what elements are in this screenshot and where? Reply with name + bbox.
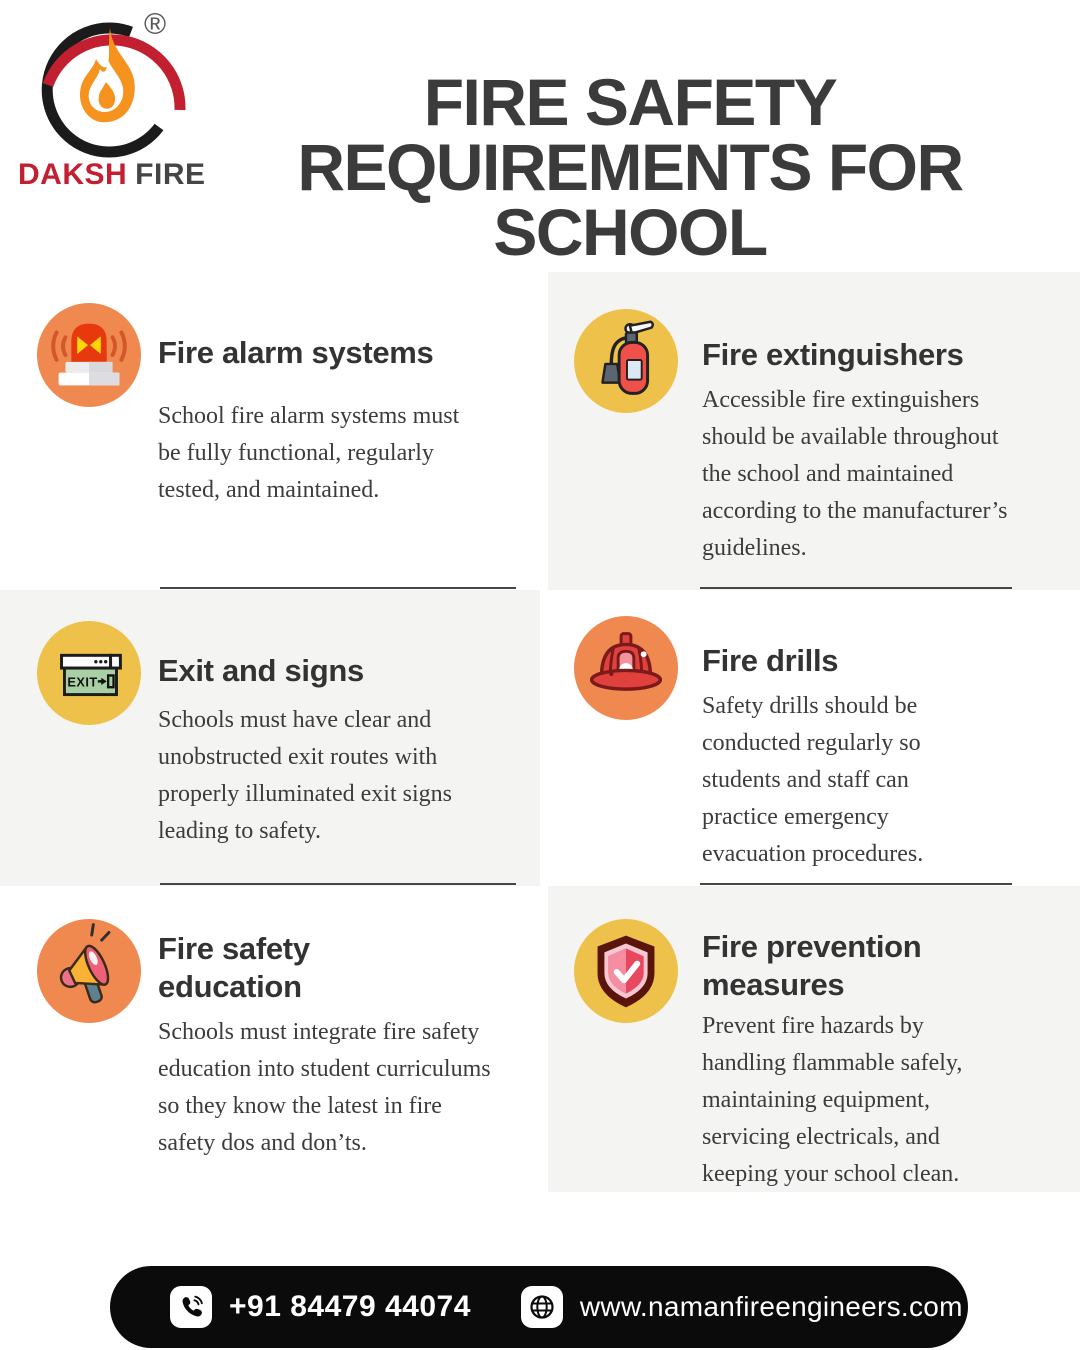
website-badge bbox=[521, 1286, 563, 1328]
section-body: Schools must have clear and unobstructed exit routes with properly illuminated exit signs leading to safety. bbox=[158, 707, 452, 844]
logo-wordmark bbox=[18, 158, 208, 192]
firefighter-helmet-icon bbox=[573, 615, 679, 721]
section-card-fire-prevention-measures bbox=[548, 886, 1080, 1192]
fire-extinguisher-icon bbox=[573, 308, 679, 414]
megaphone-icon bbox=[36, 918, 142, 1024]
section-title: Fire drills bbox=[702, 643, 839, 678]
section-title: Fire extinguishers bbox=[702, 337, 964, 372]
section-body: Accessible fire extinguishers should be available throughout the school and maintained according to the manufacturer’s guidelines. bbox=[702, 387, 1008, 561]
section-divider bbox=[700, 587, 1012, 589]
section-card-fire-alarm-systems bbox=[0, 272, 540, 590]
section-body: Schools must integrate fire safety education into student curriculums so they know the latest in fire safety dos and don’ts. bbox=[158, 1019, 491, 1156]
section-card-fire-safety-education bbox=[0, 886, 540, 1196]
section-title: Fire safety education bbox=[158, 931, 310, 1004]
section-divider bbox=[700, 883, 1012, 885]
contact-footer-bar bbox=[110, 1266, 968, 1348]
phone-badge bbox=[170, 1286, 212, 1328]
section-title: Exit and signs bbox=[158, 653, 364, 688]
section-title: Fire prevention measures bbox=[702, 929, 922, 1002]
section-body: Safety drills should be conducted regularly so students and staff can practice emergency evacuation procedures. bbox=[702, 693, 924, 867]
contact-phone-number: +91 84479 44074 bbox=[229, 1290, 471, 1323]
registered-trademark-symbol: ® bbox=[144, 8, 167, 41]
section-card-fire-extinguishers bbox=[548, 272, 1080, 590]
section-card-fire-drills bbox=[548, 590, 1080, 886]
globe-icon bbox=[528, 1293, 556, 1321]
page-title: FIRE SAFETY REQUIREMENTS FOR SCHOOL bbox=[297, 65, 963, 270]
section-divider bbox=[160, 883, 516, 885]
exit-sign-text: EXIT bbox=[67, 674, 98, 690]
section-body: School fire alarm systems must be fully functional, regularly tested, and maintained. bbox=[158, 403, 460, 503]
fire-alarm-siren-icon bbox=[36, 302, 142, 408]
logo-word-fire: FIRE bbox=[135, 158, 206, 191]
section-body: Prevent fire hazards by handling flammable safely, maintaining equipment, servicing electricals, and keeping your school clean. bbox=[702, 1013, 963, 1187]
section-title: Fire alarm systems bbox=[158, 335, 434, 370]
exit-sign-icon bbox=[36, 620, 142, 726]
contact-website-url: www.namanfireengineers.com bbox=[579, 1291, 963, 1322]
shield-check-icon bbox=[573, 918, 679, 1024]
phone-icon bbox=[178, 1294, 205, 1321]
section-card-exit-and-signs bbox=[0, 590, 540, 886]
daksh-fire-logo bbox=[18, 6, 208, 206]
section-divider bbox=[160, 587, 516, 589]
logo-word-daksh: DAKSH bbox=[18, 158, 128, 191]
